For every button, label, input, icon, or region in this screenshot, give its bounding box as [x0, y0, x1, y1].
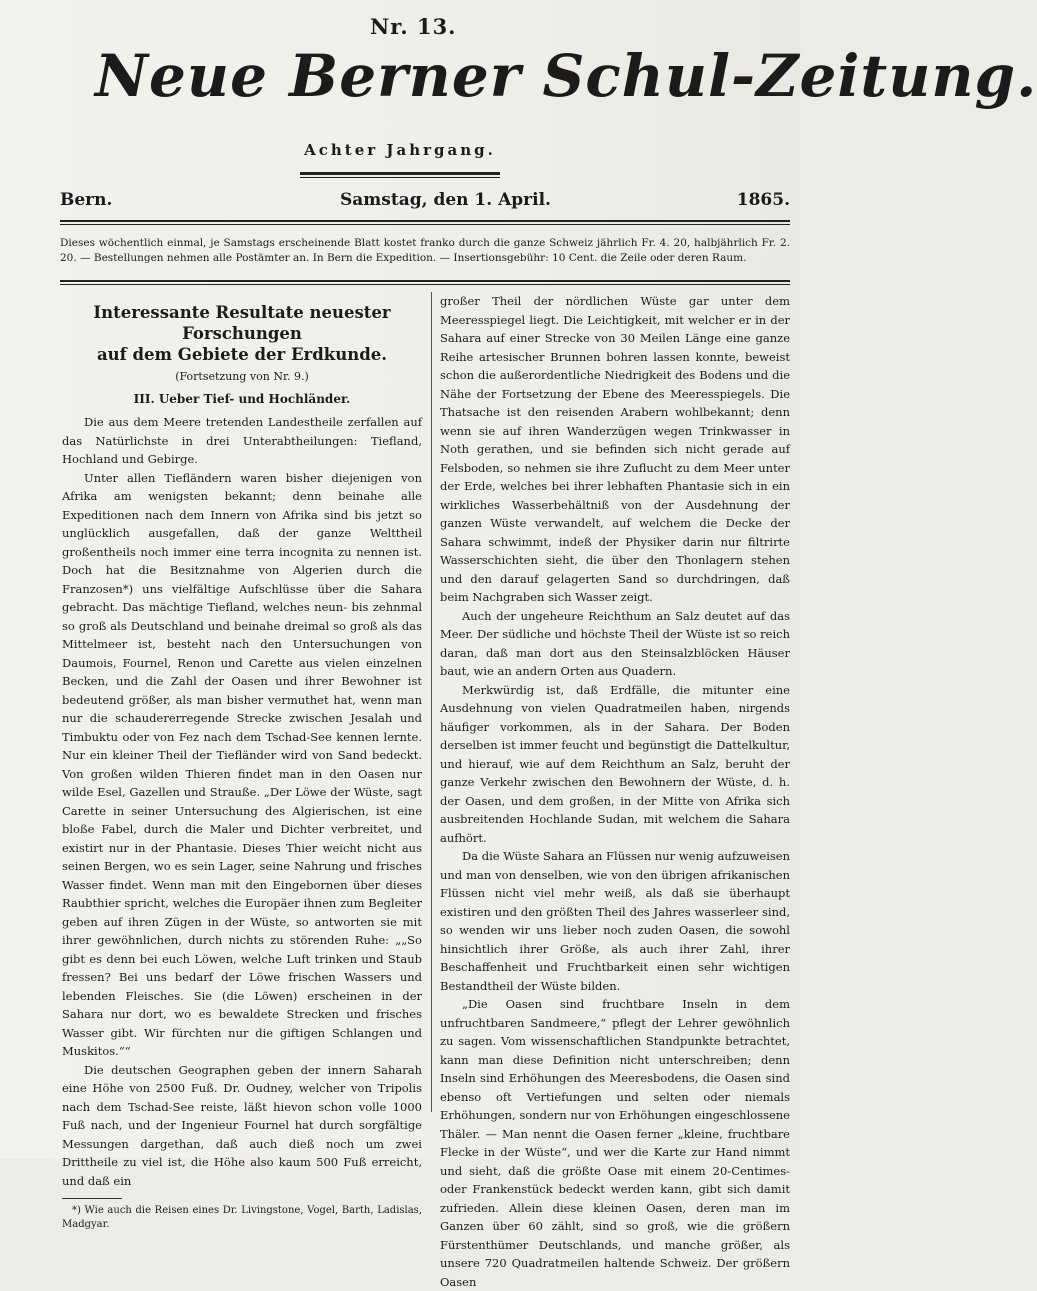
- footnote-rule: [62, 1198, 122, 1199]
- masthead-rule-thin: [300, 177, 500, 178]
- paragraph: Unter allen Tiefländern waren bisher diejenigen von Afrika am wenigsten bekannt; denn beinahe alle Expeditionen nach dem Innern von Afrika sind bis jetzt so unglücklich ausgefallen, daß der ganze Welttheil großentheils noch immer eine terra incognita zu nennen ist. Doch hat die Besitznahme von Algerien durch die Franzosen*) uns vielfältige Aufschlüsse über die Sahara gebracht. Das mächtige Tiefland, welches neun- bis zehnmal so groß als Deutschland und beinahe dreimal so groß als das Mittelmeer ist, besteht nach den Untersuchungen von Daumois, Fournel, Renon und Carette aus vielen einzelnen Becken, und die Zahl der Oasen und ihrer Bewohner ist bedeutend größer, als man bisher vermuthet hat, wenn man nur die schaudererregende Strecke zwischen Jesalah und Timbuktu oder von Fez nach dem Tschad-See kennen lernte. Nur ein kleiner Theil der Tiefländer wird von Sand bedeckt. Von großen wilden Thieren findet man in den Oasen nur wilde Esel, Gazellen und Strauße. „Der Löwe der Wüste, sagt Carette in seiner Untersuchung des Algierischen, ist eine bloße Fabel, durch die Maler und Dichter verbreitet, und existirt nur in der Phantasie. Dieses Thier weicht nicht aus seinen Bergen, wo es sein Lager, seine Nahrung und frisches Wasser findet. Wenn man mit den Eingebornen über dieses Raubthier spricht, welches die Europäer ihnen zum Begleiter geben auf ihren Zügen in der Wüste, so antworten sie mit ihrer gewöhnlichen, durch nichts zu störenden Ruhe: „„So gibt es denn bei euch Löwen, welche Luft trinken und Staub fressen? Bei uns bedarf der Löwe frischen Wassers und lebenden Fleisches. Sie (die Löwen) erscheinen in der Sahara nur dort, wo es bewaldete Strecken und frisches Wasser gibt. Wir fürchten nur die giftigen Schlangen und Muskitos.““: [62, 470, 422, 1058]
- masthead-rule-thick: [300, 172, 500, 175]
- volume-line: Achter Jahrgang.: [304, 141, 496, 159]
- paragraph: Da die Wüste Sahara an Flüssen nur wenig aufzuweisen und man von denselben, wie von den übrigen afrikanischen Flüssen nicht viel mehr weiß, als daß sie überhaupt existiren und den größten Theil des Jahres wasserleer sind, so wenden wir uns lieber noch zuden Oasen, die sowohl hinsichtlich ihrer Größe, als auch ihrer Zahl, ihrer Beschaffenheit und Fruchtbarkeit einen sehr wichtigen Bestandtheil der Wüste bilden.: [440, 849, 790, 993]
- left-column: [62, 302, 422, 1232]
- footnote: *) Wie auch die Reisen eines Dr. Livingstone, Vogel, Barth, Ladislas, Madgyar.: [62, 1205, 422, 1230]
- issue-date: Samstag, den 1. April.: [340, 190, 551, 210]
- article-title: [62, 302, 422, 365]
- paragraph: „Die Oasen sind fruchtbare Inseln in dem unfruchtbaren Sandmeere,“ pflegt der Lehrer gewöhnlich zu sagen. Vom wissenschaftlichen Standpunkte betrachtet, kann man diese Definition nicht unterschreiben; denn Inseln sind Erhöhungen des Meeresbodens, die Oasen sind ebenso oft Vertiefungen und selten oder niemals Erhöhungen, sondern nur von Erhöhungen eingeschlossene Thäler. — Man nennt die Oasen ferner „kleine, fruchtbare Flecke in der Wüste“, und wer die Karte zur Hand nimmt und sieht, daß die größte Oase mit einem 20-Centimes- oder Frankenstück bedeckt werden kann, gibt sich damit zufrieden. Allein diese kleinen Oasen, deren man im Ganzen über 60 zählt, sind so groß, wie die größern Fürstenthümer Deutschlands, und manche größer, als unsere 720 Quadratmeilen haltende Schweiz. Der größern Oasen: [440, 997, 790, 1289]
- right-column: [440, 292, 790, 1291]
- dateline-rule-2: [60, 224, 790, 225]
- subscription-notice: Dieses wöchentlich einmal, je Samstags erscheinende Blatt kostet franko durch die ganze Schweiz jährlich Fr. 4. 20, halbjährlich Fr. 2. 20. — Bestellungen nehmen alle Postämter an. In Bern die Expedition. — Insertionsgebühr: 10 Cent. die Zeile oder deren Raum.: [60, 237, 790, 264]
- paragraph: Die deutschen Geographen geben der innern Saharah eine Höhe von 2500 Fuß. Dr. Oudney, welcher von Tripolis nach dem Tschad-See reiste, läßt hievon schon volle 1000 Fuß nach, und der Ingenieur Fournel hat durch sorgfältige Messungen dargethan, daß auch dieß noch um zwei Drittheile zu viel ist, die Höhe also kaum 500 Fuß erreicht, und daß ein: [62, 1062, 422, 1188]
- article-title-line-1: Interessante Resultate neuester Forschungen: [93, 303, 391, 343]
- year: 1865.: [736, 190, 790, 210]
- article-title-line-2: auf dem Gebiete der Erdkunde.: [96, 345, 387, 364]
- paragraph: Merkwürdig ist, daß Erdfälle, die mitunter eine Ausdehnung von vielen Quadratmeilen haben, nirgends häufiger vorkommen, als in der Sahara. Der Boden derselben ist immer feucht und begünstigt die Dattelkultur, und hierauf, wie auf dem Reichthum an Salz, beruht der ganze Verkehr zwischen den Bewohnern der Wüste, d. h. der Oasen, und dem großen, in der Mitte von Afrika sich ausbreitenden Hochlande Sudan, mit welchem die Sahara aufhört.: [440, 682, 790, 845]
- issue-number: Nr. 13.: [370, 14, 457, 39]
- paragraph: Auch der ungeheure Reichthum an Salz deutet auf das Meer. Der südliche und höchste Theil der Wüste ist so reich daran, daß man dort aus den Steinsalzblöcken Häuser baut, wie an andern Orten aus Quadern.: [440, 608, 790, 678]
- section-heading: III. Ueber Tief- und Hochländer.: [133, 392, 351, 406]
- place: Bern.: [60, 190, 113, 210]
- paragraph: Die aus dem Meere tretenden Landestheile zerfallen auf das Natürlichste in drei Unterabtheilungen: Tiefland, Hochland und Gebirge.: [62, 415, 422, 466]
- dateline: [60, 190, 790, 216]
- paragraph: großer Theil der nördlichen Wüste gar unter dem Meeresspiegel liegt. Die Leichtigkeit, mit welcher er in der Sahara auf einer Strecke von 30 Meilen Länge eine ganze Reihe artesischer Brunnen bohren lassen konnte, beweist schon die außerordentliche Niedrigkeit des Bodens und die Nähe der Fortsetzung der Ebene des Meeresspiegels. Die Thatsache ist den reisenden Arabern wohlbekannt; denn wenn sie auf ihren Wanderzügen wegen Trinkwasser in Noth gerathen, und sie befinden sich nicht gerade auf Felsboden, so nehmen sie ihre Zuflucht zu dem Meer unter der Erde, welches bei ihrer lebhaften Phantasie sich in ein wirkliches Wasserbehältniß von der Ausdehnung der ganzen Wüste verwandelt, auf welchem die Decke der Sahara schwimmt, indeß der Physiker darin nur filtrirte Wasserschichten sieht, die über den Thonlagern stehen und den darauf gelagerten Sand so durchdringen, daß beim Nachgraben sich Wasser zeigt.: [440, 294, 790, 604]
- notice-rule-2: [60, 284, 790, 285]
- dateline-rule-1: [60, 220, 790, 222]
- column-divider: [431, 292, 432, 1112]
- article-continuation: (Fortsetzung von Nr. 9.): [175, 370, 309, 383]
- masthead-title: Neue Berner Schul-Zeitung.: [95, 42, 1037, 110]
- notice-rule-1: [60, 280, 790, 282]
